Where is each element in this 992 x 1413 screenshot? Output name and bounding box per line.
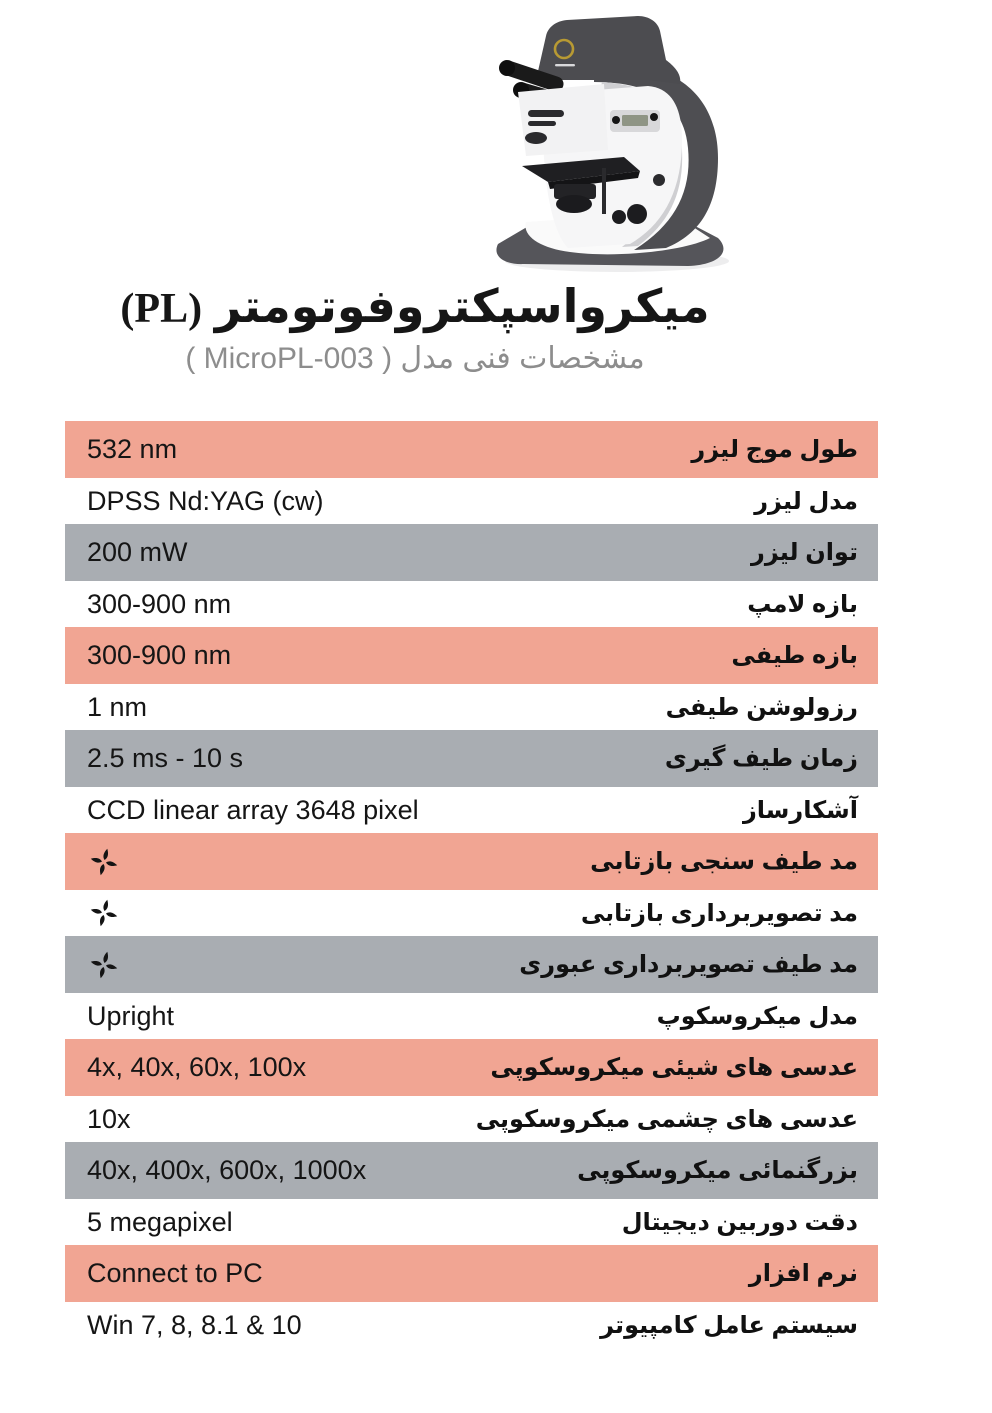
title-block <box>65 280 765 376</box>
row-label: بازه طیفی <box>731 642 858 669</box>
spec-row <box>65 684 878 730</box>
spec-row <box>65 1302 878 1348</box>
row-label: عدسی های شیئی میکروسکوپی <box>490 1054 858 1081</box>
row-label: زمان طیف گیری <box>664 745 858 772</box>
microscope-illustration <box>452 8 776 278</box>
row-label: آشکارساز <box>742 796 858 824</box>
row-label: سیستم عامل کامپیوتر <box>600 1311 858 1339</box>
row-value: 1 nm <box>87 691 148 722</box>
microscope-drawing <box>452 8 776 278</box>
row-value: 300-900 nm <box>87 588 232 619</box>
spec-row <box>65 1142 878 1199</box>
four-petal-asterisk-icon <box>89 898 119 928</box>
spec-row <box>65 627 878 684</box>
row-label: بازه لامپ <box>747 590 858 618</box>
row-label: بزرگنمائی میکروسکوپی <box>577 1157 858 1184</box>
spec-row <box>65 478 878 524</box>
row-value: 10x <box>87 1103 131 1134</box>
row-value: 2.5 ms - 10 s <box>87 743 244 773</box>
page-subtitle: مشخصات فنی مدل ( MicroPL-003 ) <box>185 342 645 376</box>
row-label: مدل لیزر <box>754 487 858 515</box>
spec-row <box>65 787 878 833</box>
spec-row <box>65 524 878 581</box>
row-label: رزولوشن طیفی <box>665 693 858 721</box>
row-value: DPSS Nd:YAG (cw) <box>87 485 324 516</box>
row-value: 4x, 40x, 60x, 100x <box>87 1052 307 1082</box>
row-label: دقت دوربین دیجیتال <box>621 1208 858 1236</box>
page-title-latin: (PL) <box>120 286 203 332</box>
row-label: مد طیف سنجی بازتابی <box>590 848 858 875</box>
spec-table <box>65 421 878 1348</box>
row-label: مدل میکروسکوپ <box>656 1002 858 1030</box>
spec-row <box>65 421 878 478</box>
row-value: Connect to PC <box>87 1258 263 1288</box>
row-value: 200 mW <box>87 537 188 567</box>
row-label: نرم افزار <box>748 1260 858 1287</box>
row-value: 300-900 nm <box>87 640 232 670</box>
row-label: مد تصویربرداری بازتابی <box>580 899 858 927</box>
row-label: عدسی های چشمی میکروسکوپی <box>475 1105 858 1133</box>
row-value: CCD linear array 3648 pixel <box>87 794 419 825</box>
spec-row <box>65 936 878 993</box>
spec-row <box>65 1199 878 1245</box>
spec-row <box>65 730 878 787</box>
four-petal-asterisk-icon <box>89 950 119 980</box>
row-value: Upright <box>87 1000 175 1031</box>
row-value: 5 megapixel <box>87 1206 233 1237</box>
spec-row <box>65 1039 878 1096</box>
row-value: Win 7, 8, 8.1 & 10 <box>87 1309 302 1340</box>
row-label: مد طیف تصویربرداری عبوری <box>519 951 858 978</box>
row-label: توان لیزر <box>751 539 858 566</box>
spec-row <box>65 1245 878 1302</box>
page-title <box>65 280 765 333</box>
spec-row <box>65 993 878 1039</box>
row-value: 40x, 400x, 600x, 1000x <box>87 1155 367 1185</box>
spec-row <box>65 1096 878 1142</box>
spec-row <box>65 890 878 936</box>
spec-row <box>65 581 878 627</box>
row-value: 532 nm <box>87 434 178 464</box>
row-label: طول موج لیزر <box>691 436 858 463</box>
spec-row <box>65 833 878 890</box>
page-title-fa: میکرواسپکتروفوتومتر <box>214 280 710 332</box>
four-petal-asterisk-icon <box>89 847 119 877</box>
